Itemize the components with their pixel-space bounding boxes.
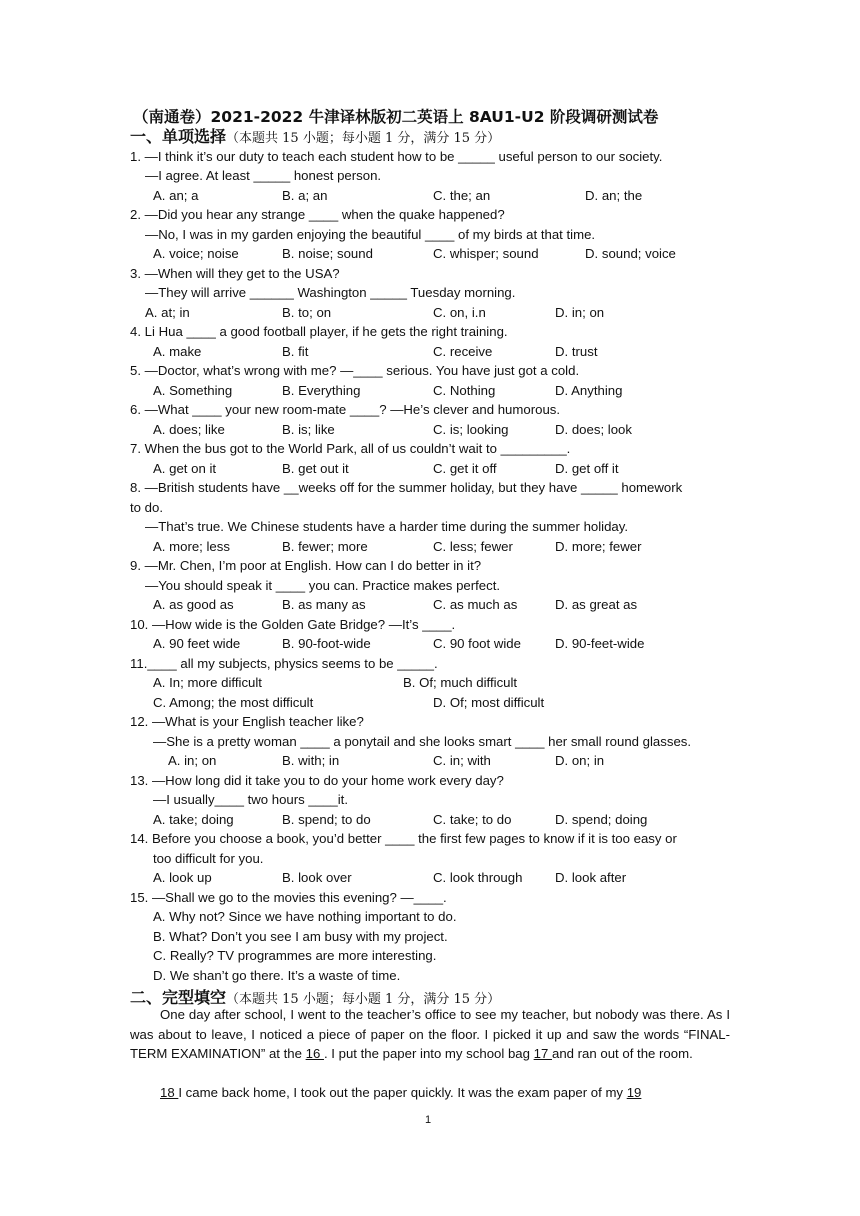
q9-option-b: B. as many as <box>282 597 366 612</box>
question-3-stem: 3. —When will they get to the USA? <box>130 266 340 281</box>
question-8-stem-cont: to do. <box>130 500 163 515</box>
question-8-stem: 8. —British students have __weeks off for the summer holiday, but they have _____ homework <box>130 480 683 495</box>
question-1-stem: 1. —I think it’s our duty to teach each student how to be _____ useful person to our society. <box>130 149 663 164</box>
blank-19: 19 <box>626 1085 642 1100</box>
q7-option-b: B. get out it <box>282 461 349 476</box>
question-13-stem: 13. —How long did it take you to do your home work every day? <box>130 773 504 788</box>
question-7-stem: 7. When the bus got to the World Park, all of us couldn’t wait to _________. <box>130 441 571 456</box>
q11-option-c: C. Among; the most difficult <box>153 695 314 710</box>
q10-option-a: A. 90 feet wide <box>153 636 241 651</box>
cloze-text: I came back home, I took out the paper quickly. It was the exam paper of my <box>178 1085 627 1100</box>
q7-option-d: D. get off it <box>555 461 619 476</box>
q13-option-a: A. take; doing <box>153 812 234 827</box>
question-14-stem: 14. Before you choose a book, you’d better ____ the first few pages to know if it is too easy or <box>130 831 677 846</box>
q13-option-b: B. spend; to do <box>282 812 371 827</box>
q3-option-b: B. to; on <box>282 305 332 320</box>
q3-option-a: A. at; in <box>145 305 190 320</box>
q8-option-a: A. more; less <box>153 539 230 554</box>
question-9-stem: 9. —Mr. Chen, I’m poor at English. How can I do better in it? <box>130 558 482 573</box>
question-6-stem: 6. —What ____ your new room-mate ____? —He’s clever and humorous. <box>130 402 561 417</box>
q3-option-c: C. on, i.n <box>433 305 486 320</box>
section-title: 一、单项选择 <box>130 127 227 146</box>
q5-option-a: A. Something <box>153 383 233 398</box>
question-13-reply: —I usually____ two hours ____it. <box>153 792 348 807</box>
q15-option-d: D. We shan’t go there. It’s a waste of time. <box>153 968 401 983</box>
q14-option-b: B. look over <box>282 870 352 885</box>
question-11-stem: 11.____ all my subjects, physics seems to be _____. <box>130 656 438 671</box>
q15-option-c: C. Really? TV programmes are more interesting. <box>153 948 437 963</box>
blank-16: 16 <box>305 1046 324 1062</box>
q4-option-b: B. fit <box>282 344 309 359</box>
q12-option-b: B. with; in <box>282 753 340 768</box>
q12-option-a: A. in; on <box>168 753 217 768</box>
question-12-stem: 12. —What is your English teacher like? <box>130 714 364 729</box>
section-title: 二、完型填空 <box>130 988 227 1007</box>
question-3-reply: —They will arrive ______ Washington _____ Tuesday morning. <box>145 285 516 300</box>
q10-option-d: D. 90-feet-wide <box>555 636 645 651</box>
section-heading-multiple-choice <box>130 124 500 147</box>
question-4-stem: 4. Li Hua ____ a good football player, if he gets the right training. <box>130 324 508 339</box>
q11-option-d: D. Of; most difficult <box>433 695 545 710</box>
cloze-paragraph-2 <box>130 1083 730 1103</box>
q1-option-d: D. an; the <box>585 188 643 203</box>
q6-option-b: B. is; like <box>282 422 335 437</box>
q7-option-a: A. get on it <box>153 461 217 476</box>
q8-option-b: B. fewer; more <box>282 539 368 554</box>
q9-option-a: A. as good as <box>153 597 234 612</box>
question-9-reply: —You should speak it ____ you can. Practice makes perfect. <box>145 578 501 593</box>
q4-option-a: A. make <box>153 344 202 359</box>
cloze-text: . I put the paper into my school bag <box>323 1046 534 1062</box>
q15-option-b: B. What? Don’t you see I am busy with my project. <box>153 929 448 944</box>
q10-option-b: B. 90-foot-wide <box>282 636 371 651</box>
q2-option-b: B. noise; sound <box>282 246 373 261</box>
q4-option-c: C. receive <box>433 344 493 359</box>
q5-option-b: B. Everything <box>282 383 361 398</box>
section-note: （本题共 15 小题；每小题 1 分，满分 15 分） <box>226 131 501 146</box>
q14-option-a: A. look up <box>153 870 212 885</box>
q14-option-c: C. look through <box>433 870 523 885</box>
q12-option-c: C. in; with <box>433 753 491 768</box>
q1-option-c: C. the; an <box>433 188 491 203</box>
q14-option-d: D. look after <box>555 870 627 885</box>
cloze-text: One day after school, I went to the teacher’s office to see my teacher, but nobody was there. As I was about to leave, I noticed a piece of paper on the floor. I picked it up and saw the words “FINAL-TERM EXAMINATION” at the <box>130 1007 730 1062</box>
q11-option-b: B. Of; much difficult <box>403 675 518 690</box>
q8-option-d: D. more; fewer <box>555 539 642 554</box>
cloze-paragraph-1 <box>130 1005 730 1064</box>
q15-option-a: A. Why not? Since we have nothing important to do. <box>153 909 457 924</box>
cloze-text: and ran out of the room. <box>551 1046 693 1062</box>
q6-option-a: A. does; like <box>153 422 225 437</box>
question-10-stem: 10. —How wide is the Golden Gate Bridge? —It’s ____. <box>130 617 456 632</box>
q13-option-c: C. take; to do <box>433 812 512 827</box>
blank-17: 17 <box>533 1046 552 1062</box>
blank-18: 18 <box>160 1085 179 1100</box>
question-1-reply: —I agree. At least _____ honest person. <box>145 168 382 183</box>
question-12-reply: —She is a pretty woman ____ a ponytail and she looks smart ____ her small round glasses. <box>153 734 692 749</box>
q2-option-c: C. whisper; sound <box>433 246 539 261</box>
question-15-stem: 15. —Shall we go to the movies this evening? —____. <box>130 890 447 905</box>
q9-option-c: C. as much as <box>433 597 518 612</box>
q4-option-d: D. trust <box>555 344 598 359</box>
section-note: （本题共 15 小题；每小题 1 分，满分 15 分） <box>226 992 501 1007</box>
q7-option-c: C. get it off <box>433 461 497 476</box>
question-5-stem: 5. —Doctor, what’s wrong with me? —____ serious. You have just got a cold. <box>130 363 580 378</box>
q13-option-d: D. spend; doing <box>555 812 648 827</box>
q1-option-b: B. a; an <box>282 188 328 203</box>
question-8-reply: —That’s true. We Chinese students have a harder time during the summer holiday. <box>145 519 629 534</box>
q5-option-c: C. Nothing <box>433 383 496 398</box>
q1-option-a: A. an; a <box>153 188 199 203</box>
q8-option-c: C. less; fewer <box>433 539 513 554</box>
q9-option-d: D. as great as <box>555 597 638 612</box>
question-2-stem: 2. —Did you hear any strange ____ when the quake happened? <box>130 207 505 222</box>
question-2-reply: —No, I was in my garden enjoying the beautiful ____ of my birds at that time. <box>145 227 596 242</box>
q11-option-a: A. In; more difficult <box>153 675 262 690</box>
q12-option-d: D. on; in <box>555 753 605 768</box>
page-title: （南通卷）2021-2022 牛津译林版初二英语上 8AU1-U2 阶段调研测试卷 <box>133 108 659 126</box>
q6-option-c: C. is; looking <box>433 422 509 437</box>
q10-option-c: C. 90 foot wide <box>433 636 521 651</box>
q3-option-d: D. in; on <box>555 305 605 320</box>
q6-option-d: D. does; look <box>555 422 632 437</box>
page-number: 1 <box>425 1114 432 1126</box>
q5-option-d: D. Anything <box>555 383 623 398</box>
question-14-stem-cont: too difficult for you. <box>153 851 264 866</box>
q2-option-d: D. sound; voice <box>585 246 676 261</box>
q2-option-a: A. voice; noise <box>153 246 239 261</box>
